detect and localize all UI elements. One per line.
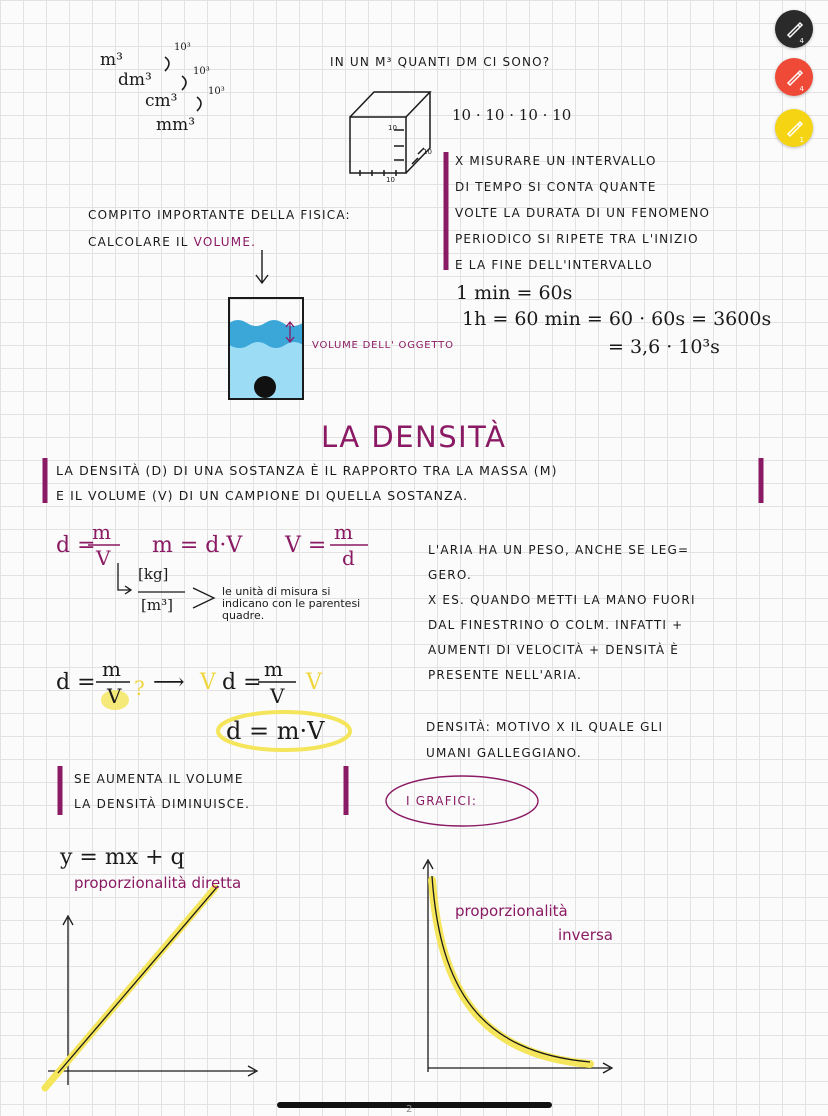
formula-d-den: V <box>96 546 111 570</box>
home-indicator[interactable] <box>277 1102 552 1108</box>
volume-note-1: SE AUMENTA IL VOLUME <box>74 772 244 786</box>
time-line: VOLTE LA DURATA DI UN FENOMENO <box>455 206 711 220</box>
galleggiamento-line-2: UMANI GALLEGGIANO. <box>426 746 582 760</box>
time-line: X MISURARE UN INTERVALLO <box>455 154 657 168</box>
cube-drawing <box>350 92 430 176</box>
unit-factor-1: 10³ <box>174 42 191 53</box>
formula-m-eq: m = d·V <box>152 533 243 558</box>
cube-label-bottom: 10 <box>386 176 395 184</box>
unit-m3: m³ <box>100 50 123 70</box>
highlighter-icon <box>784 118 804 138</box>
wrong-formula-question: ? <box>134 676 145 700</box>
highlighter-tool[interactable] <box>775 109 813 147</box>
page-number: 2 <box>406 1104 413 1115</box>
units-note-2: indicano con le parentesi <box>222 597 361 610</box>
pen-black-tool[interactable] <box>775 10 813 48</box>
compito-line-2 <box>88 235 256 249</box>
pen-black-count: 4 <box>799 37 804 45</box>
wrong-formula-den: V <box>107 684 122 708</box>
pen-icon <box>784 19 804 39</box>
wrong-formula-v-right: V <box>306 670 322 695</box>
highlighter-count: 1 <box>799 136 804 144</box>
graph-left-equation: y = mx + q <box>60 845 185 870</box>
formula-v-lhs: V = <box>285 533 327 558</box>
aria-text <box>428 538 696 688</box>
cube-label-side: 10 <box>423 148 432 156</box>
inverse-proportion-graph <box>423 860 612 1073</box>
compito-highlight: VOLUME. <box>193 235 257 249</box>
unit-factor-2: 10³ <box>193 66 210 77</box>
unit-mm3: mm³ <box>156 115 196 135</box>
wrong-formula-num-2: m <box>264 657 283 681</box>
time-eq-3: = 3,6 · 10³s <box>608 336 720 358</box>
cube-question: IN UN M³ QUANTI DM CI SONO? <box>330 55 551 69</box>
time-eq-2: 1h = 60 min = 60 · 60s = 3600s <box>462 308 772 330</box>
unit-cm3: cm³ <box>145 91 178 111</box>
beaker-label: VOLUME DELL' OGGETTO <box>312 340 454 351</box>
grafici-label: I GRAFICI: <box>406 794 478 808</box>
wrong-formula-arrow: ⟶ <box>153 670 185 695</box>
aria-line: DAL FINESTRINO O COLM. INFATTI + <box>428 618 684 632</box>
time-line: E LA FINE DELL'INTERVALLO <box>455 258 653 272</box>
pen-icon <box>784 67 804 87</box>
formula-v-den: d <box>342 546 355 570</box>
time-interval-text <box>455 148 710 278</box>
cube-label-front: 10 <box>388 124 397 132</box>
galleggiamento-line-1: DENSITÀ: MOTIVO X IL QUALE GLI <box>426 720 664 734</box>
aria-line: PRESENTE NELL'ARIA. <box>428 668 582 682</box>
unit-dm3: dm³ <box>118 70 152 90</box>
highlighted-formula: d = m·V <box>226 717 325 745</box>
unit-kg: [kg] <box>138 565 169 583</box>
time-line: DI TEMPO SI CONTA QUANTE <box>455 180 657 194</box>
beaker-drawing <box>229 298 303 399</box>
pen-red-tool[interactable] <box>775 58 813 96</box>
wrong-formula-lhs: d = <box>56 670 96 695</box>
definition-line-2: E IL VOLUME (V) DI UN CAMPIONE DI QUELLA SOSTANZA. <box>56 488 469 503</box>
unit-m3-bracket: [m³] <box>141 596 173 614</box>
volume-note-2: LA DENSITÀ DIMINUISCE. <box>74 797 251 811</box>
units-note-3: quadre. <box>222 609 265 622</box>
units-note-1: le unità di misura si <box>222 585 331 598</box>
aria-line: L'ARIA HA UN PESO, ANCHE SE LEG= <box>428 543 690 557</box>
formula-d-num: m <box>92 520 111 544</box>
unit-factor-3: 10³ <box>208 86 225 97</box>
formula-d-lhs: d = <box>56 533 96 558</box>
wrong-formula-v-left: V <box>200 670 216 695</box>
wrong-formula-d: d = <box>222 670 262 695</box>
cube-calc: 10 · 10 · 10 · 10 <box>452 106 572 124</box>
page-title: LA DENSITÀ <box>321 420 507 454</box>
compito-line-1: COMPITO IMPORTANTE DELLA FISICA: <box>88 208 351 222</box>
graph-right-caption-1: proporzionalità <box>455 902 568 920</box>
direct-proportion-graph <box>45 886 257 1088</box>
time-line: PERIODICO SI RIPETE TRA L'INIZIO <box>455 232 699 246</box>
aria-line: AUMENTI DI VELOCITÀ + DENSITÀ È <box>428 643 680 657</box>
pen-red-count: 4 <box>799 85 804 93</box>
formula-v-num: m <box>334 520 353 544</box>
wrong-formula-num: m <box>102 657 121 681</box>
definition-line-1: LA DENSITÀ (D) DI UNA SOSTANZA È IL RAPPORTO TRA LA MASSA (M) <box>56 463 558 478</box>
wrong-formula-den-2: V <box>270 684 285 708</box>
aria-line: GERO. <box>428 568 472 582</box>
time-eq-1: 1 min = 60s <box>456 282 573 304</box>
graph-right-caption-2: inversa <box>558 926 613 944</box>
aria-line: X ES. QUANDO METTI LA MANO FUORI <box>428 593 696 607</box>
graph-left-caption: proporzionalità diretta <box>74 874 242 892</box>
compito-prefix: CALCOLARE IL <box>88 235 189 249</box>
